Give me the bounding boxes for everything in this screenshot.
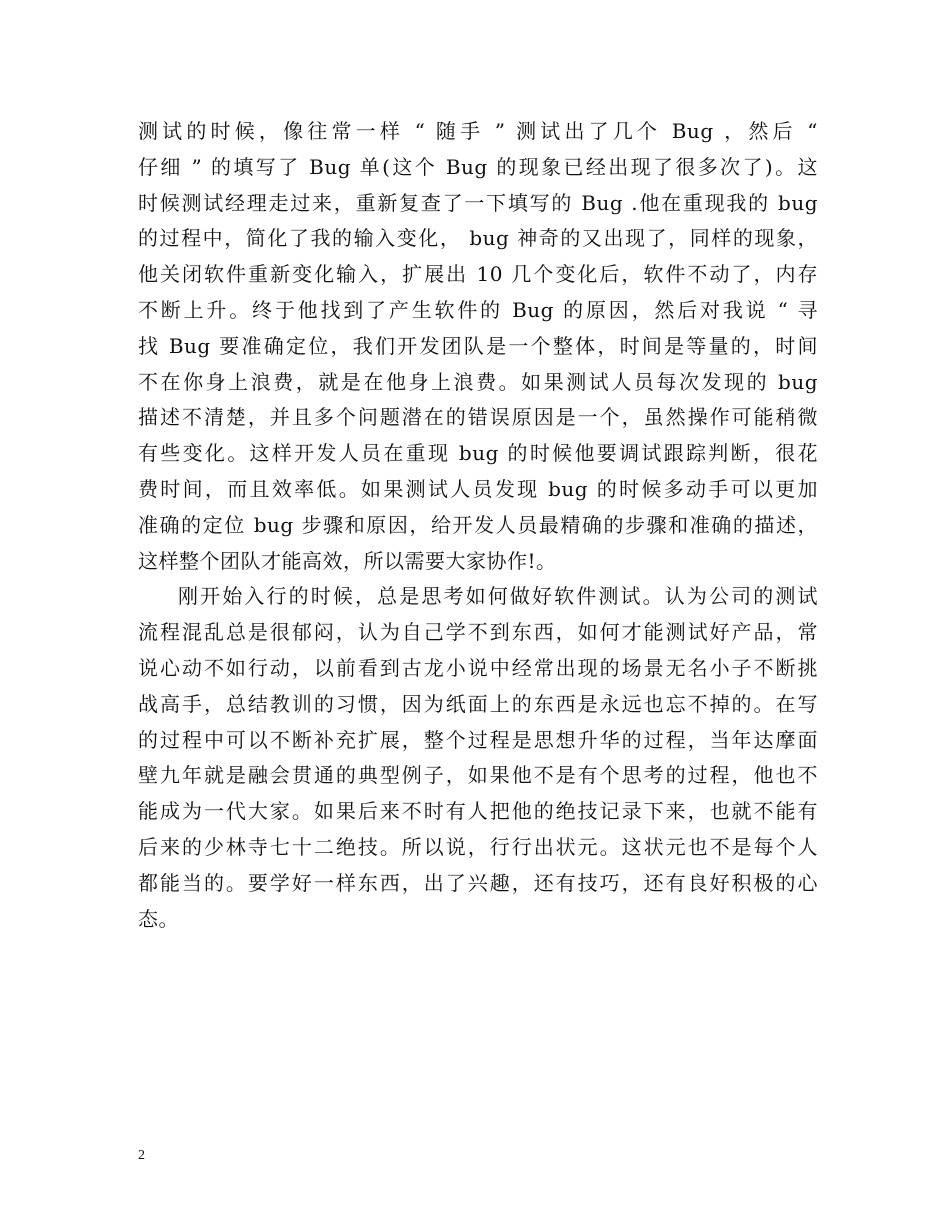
text-line-13: 这样整个团队才能高效，所以需要大家协作!。 — [138, 548, 557, 573]
text-line-14: 刚开始入行的时候，总是思考如何做好软件测试。认为公司的测试 — [178, 584, 818, 609]
text-line-8: 不在你身上浪费，就是在他身上浪费。如果测试人员每次发现的 bug — [138, 369, 818, 394]
text-line-7: 找 Bug 要准确定位，我们开发团队是一个整体，时间是等量的，时间 — [138, 333, 818, 358]
text-line-21: 后来的少林寺七十二绝技。所以说，行行出状元。这状元也不是每个人 — [138, 834, 818, 859]
text-line-16: 说心动不如行动，以前看到古龙小说中经常出现的场景无名小子不断挑 — [138, 655, 818, 680]
text-line-23: 态。 — [138, 906, 179, 931]
text-line-20: 能成为一代大家。如果后来不时有人把他的绝技记录下来，也就不能有 — [138, 799, 818, 824]
page-number: 2 — [138, 1148, 145, 1163]
text-line-15: 流程混乱总是很郁闷，认为自己学不到东西，如何才能测试好产品，常 — [138, 620, 818, 645]
text-line-10: 有些变化。这样开发人员在重现 bug 的时候他要调试跟踪判断，很花 — [138, 441, 818, 466]
text-line-19: 壁九年就是融会贯通的典型例子，如果他不是有个思考的过程，他也不 — [138, 763, 818, 788]
text-line-4: 的过程中，简化了我的输入变化， bug 神奇的又出现了，同样的现象， — [138, 226, 818, 251]
text-line-9: 描述不清楚，并且多个问题潜在的错误原因是一个，虽然操作可能稍微 — [138, 405, 818, 430]
text-line-6: 不断上升。终于他找到了产生软件的 Bug 的原因，然后对我说 “ 寻 — [138, 297, 818, 322]
text-line-5: 他关闭软件重新变化输入，扩展出 10 几个变化后，软件不动了，内存 — [138, 262, 818, 287]
text-line-1: 测试的时候，像往常一样 “ 随手 ” 测试出了几个 Bug ，然后 “ — [138, 119, 818, 143]
text-line-12: 准确的定位 bug 步骤和原因，给开发人员最精确的步骤和准确的描述， — [138, 512, 818, 537]
document-body — [138, 114, 818, 937]
text-line-3: 时候测试经理走过来，重新复查了一下填写的 Bug .他在重现我的 bug — [138, 190, 818, 215]
text-line-2: 仔细 ” 的填写了 Bug 单(这个 Bug 的现象已经出现了很多次了)。这 — [138, 154, 818, 179]
text-line-22: 都能当的。要学好一样东西，出了兴趣，还有技巧，还有良好积极的心 — [138, 870, 818, 895]
text-line-11: 费时间，而且效率低。如果测试人员发现 bug 的时候多动手可以更加 — [138, 476, 818, 501]
text-line-17: 战高手，总结教训的习惯，因为纸面上的东西是永远也忘不掉的。在写 — [138, 691, 818, 716]
text-line-18: 的过程中可以不断补充扩展，整个过程是思想升华的过程，当年达摩面 — [138, 727, 818, 752]
